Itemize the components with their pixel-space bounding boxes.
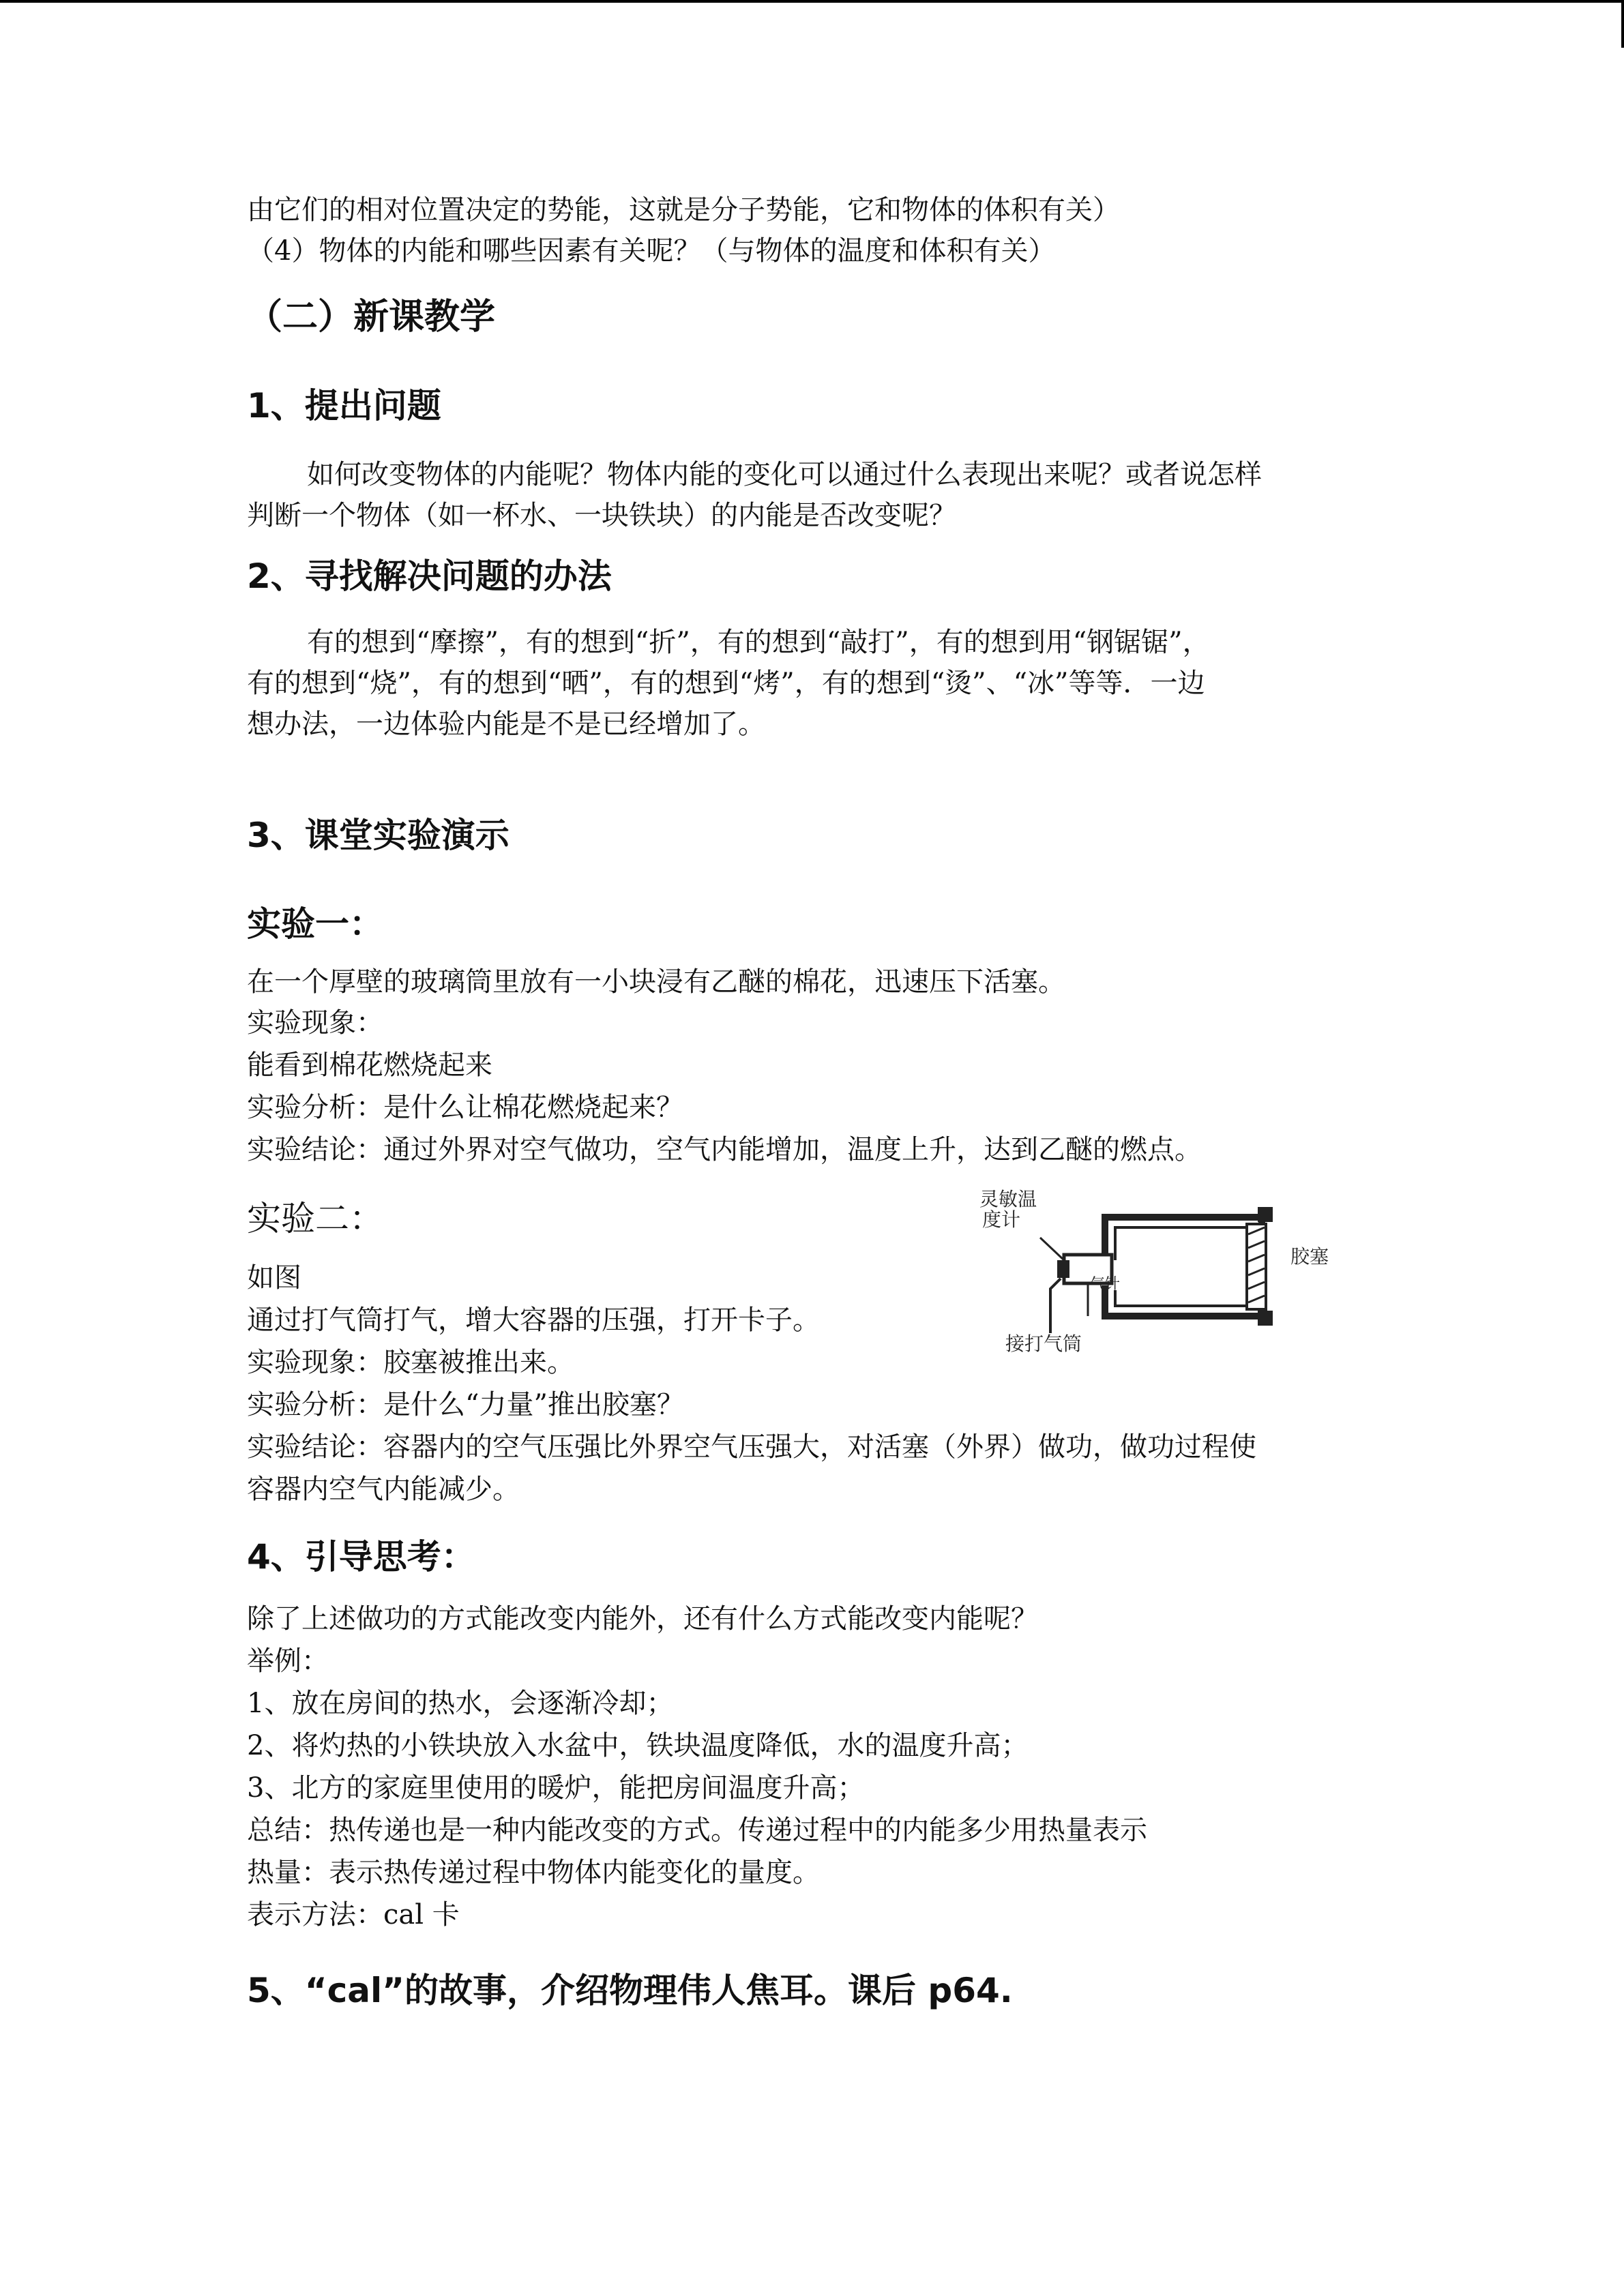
experiment-2-line: 如图 (247, 1262, 301, 1294)
heading-5: 5、“cal”的故事，介绍物理伟人焦耳。课后 p64. (247, 1971, 1013, 2010)
guide-line: 3、北方的家庭里使用的暖炉，能把房间温度升高； (247, 1772, 865, 1804)
guide-line: 2、将灼热的小铁块放入水盆中，铁块温度降低，水的温度升高； (247, 1730, 1029, 1761)
container-inner (1115, 1227, 1252, 1306)
guide-line: 表示方法：cal 卡 (247, 1899, 460, 1930)
experiment-2-figure (975, 1187, 1357, 1357)
experiment-1-line: 能看到棉花燃烧起来 (247, 1049, 492, 1081)
heading-1: 1、提出问题 (247, 386, 441, 426)
heading-4: 4、引导思考： (247, 1537, 475, 1577)
clamp-top (1258, 1207, 1273, 1222)
heading-3: 3、课堂实验演示 (247, 816, 510, 855)
label-stopper: 胶塞 (1290, 1245, 1329, 1268)
label-needle: 气针 (1090, 1276, 1121, 1293)
paragraph-line: 如何改变物体的内能呢？物体内能的变化可以通过什么表现出来呢？或者说怎样 (307, 459, 1262, 490)
thermometer-probe (1057, 1260, 1069, 1278)
paragraph-line: 有的想到“摩擦”，有的想到“折”，有的想到“敲打”，有的想到用“钢锯锯”， (307, 627, 1210, 658)
container-frame (1105, 1217, 1262, 1316)
label-thermometer-2: 度计 (982, 1208, 1021, 1231)
thermometer-pointer (1040, 1238, 1064, 1260)
clamp-bottom (1258, 1311, 1273, 1326)
label-pump: 接打气筒 (1005, 1332, 1082, 1355)
experiment-1-line: 实验结论：通过外界对空气做功，空气内能增加，温度上升，达到乙醚的燃点。 (247, 1134, 1202, 1165)
paragraph-line: 判断一个物体（如一杯水、一块铁块）的内能是否改变呢？ (247, 500, 956, 531)
guide-line: 热量：表示热传递过程中物体内能变化的量度。 (247, 1857, 820, 1888)
experiment-1-line: 实验分析：是什么让棉花燃烧起来？ (247, 1092, 683, 1123)
guide-line: 举例： (247, 1645, 329, 1677)
top-border (0, 0, 1624, 3)
experiment-1-title: 实验一： (247, 904, 383, 944)
pump-hose (1050, 1279, 1061, 1333)
experiment-2-line: 实验现象：胶塞被推出来。 (247, 1347, 574, 1378)
guide-line: 除了上述做功的方式能改变内能外，还有什么方式能改变内能呢？ (247, 1603, 1038, 1635)
heading-2: 2、寻找解决问题的办法 (247, 556, 612, 596)
experiment-2-line: 通过打气筒打气，增大容器的压强，打开卡子。 (247, 1304, 820, 1336)
experiment-1-line: 实验现象： (247, 1007, 383, 1039)
guide-line: 1、放在房间的热水，会逐渐冷却； (247, 1688, 674, 1719)
section-heading: （二）新课教学 (247, 297, 496, 338)
experiment-2-line: 容器内空气内能减少。 (247, 1474, 520, 1505)
guide-line: 总结：热传递也是一种内能改变的方式。传递过程中的内能多少用热量表示 (247, 1815, 1147, 1846)
experiment-2-title: 实验二： (247, 1199, 383, 1238)
apparatus-diagram (975, 1187, 1357, 1357)
experiment-2-line: 实验分析：是什么“力量”推出胶塞？ (247, 1389, 684, 1420)
paragraph-line: 想办法，一边体验内能是不是已经增加了。 (247, 709, 765, 740)
experiment-2-line: 实验结论：容器内的空气压强比外界空气压强大，对活塞（外界）做功，做功过程使 (247, 1431, 1256, 1463)
paragraph-line: 有的想到“烧”，有的想到“晒”，有的想到“烤”，有的想到“烫”、“冰”等等．一边 (247, 668, 1205, 699)
right-border (1621, 0, 1624, 48)
experiment-1-line: 在一个厚壁的玻璃筒里放有一小块浸有乙醚的棉花，迅速压下活塞。 (247, 966, 1065, 998)
label-thermometer-1: 灵敏温 (979, 1188, 1037, 1210)
text-line: 由它们的相对位置决定的势能，这就是分子势能，它和物体的体积有关） (247, 194, 1120, 226)
text-line: （4）物体的内能和哪些因素有关呢？（与物体的温度和体积有关） (247, 235, 1056, 267)
